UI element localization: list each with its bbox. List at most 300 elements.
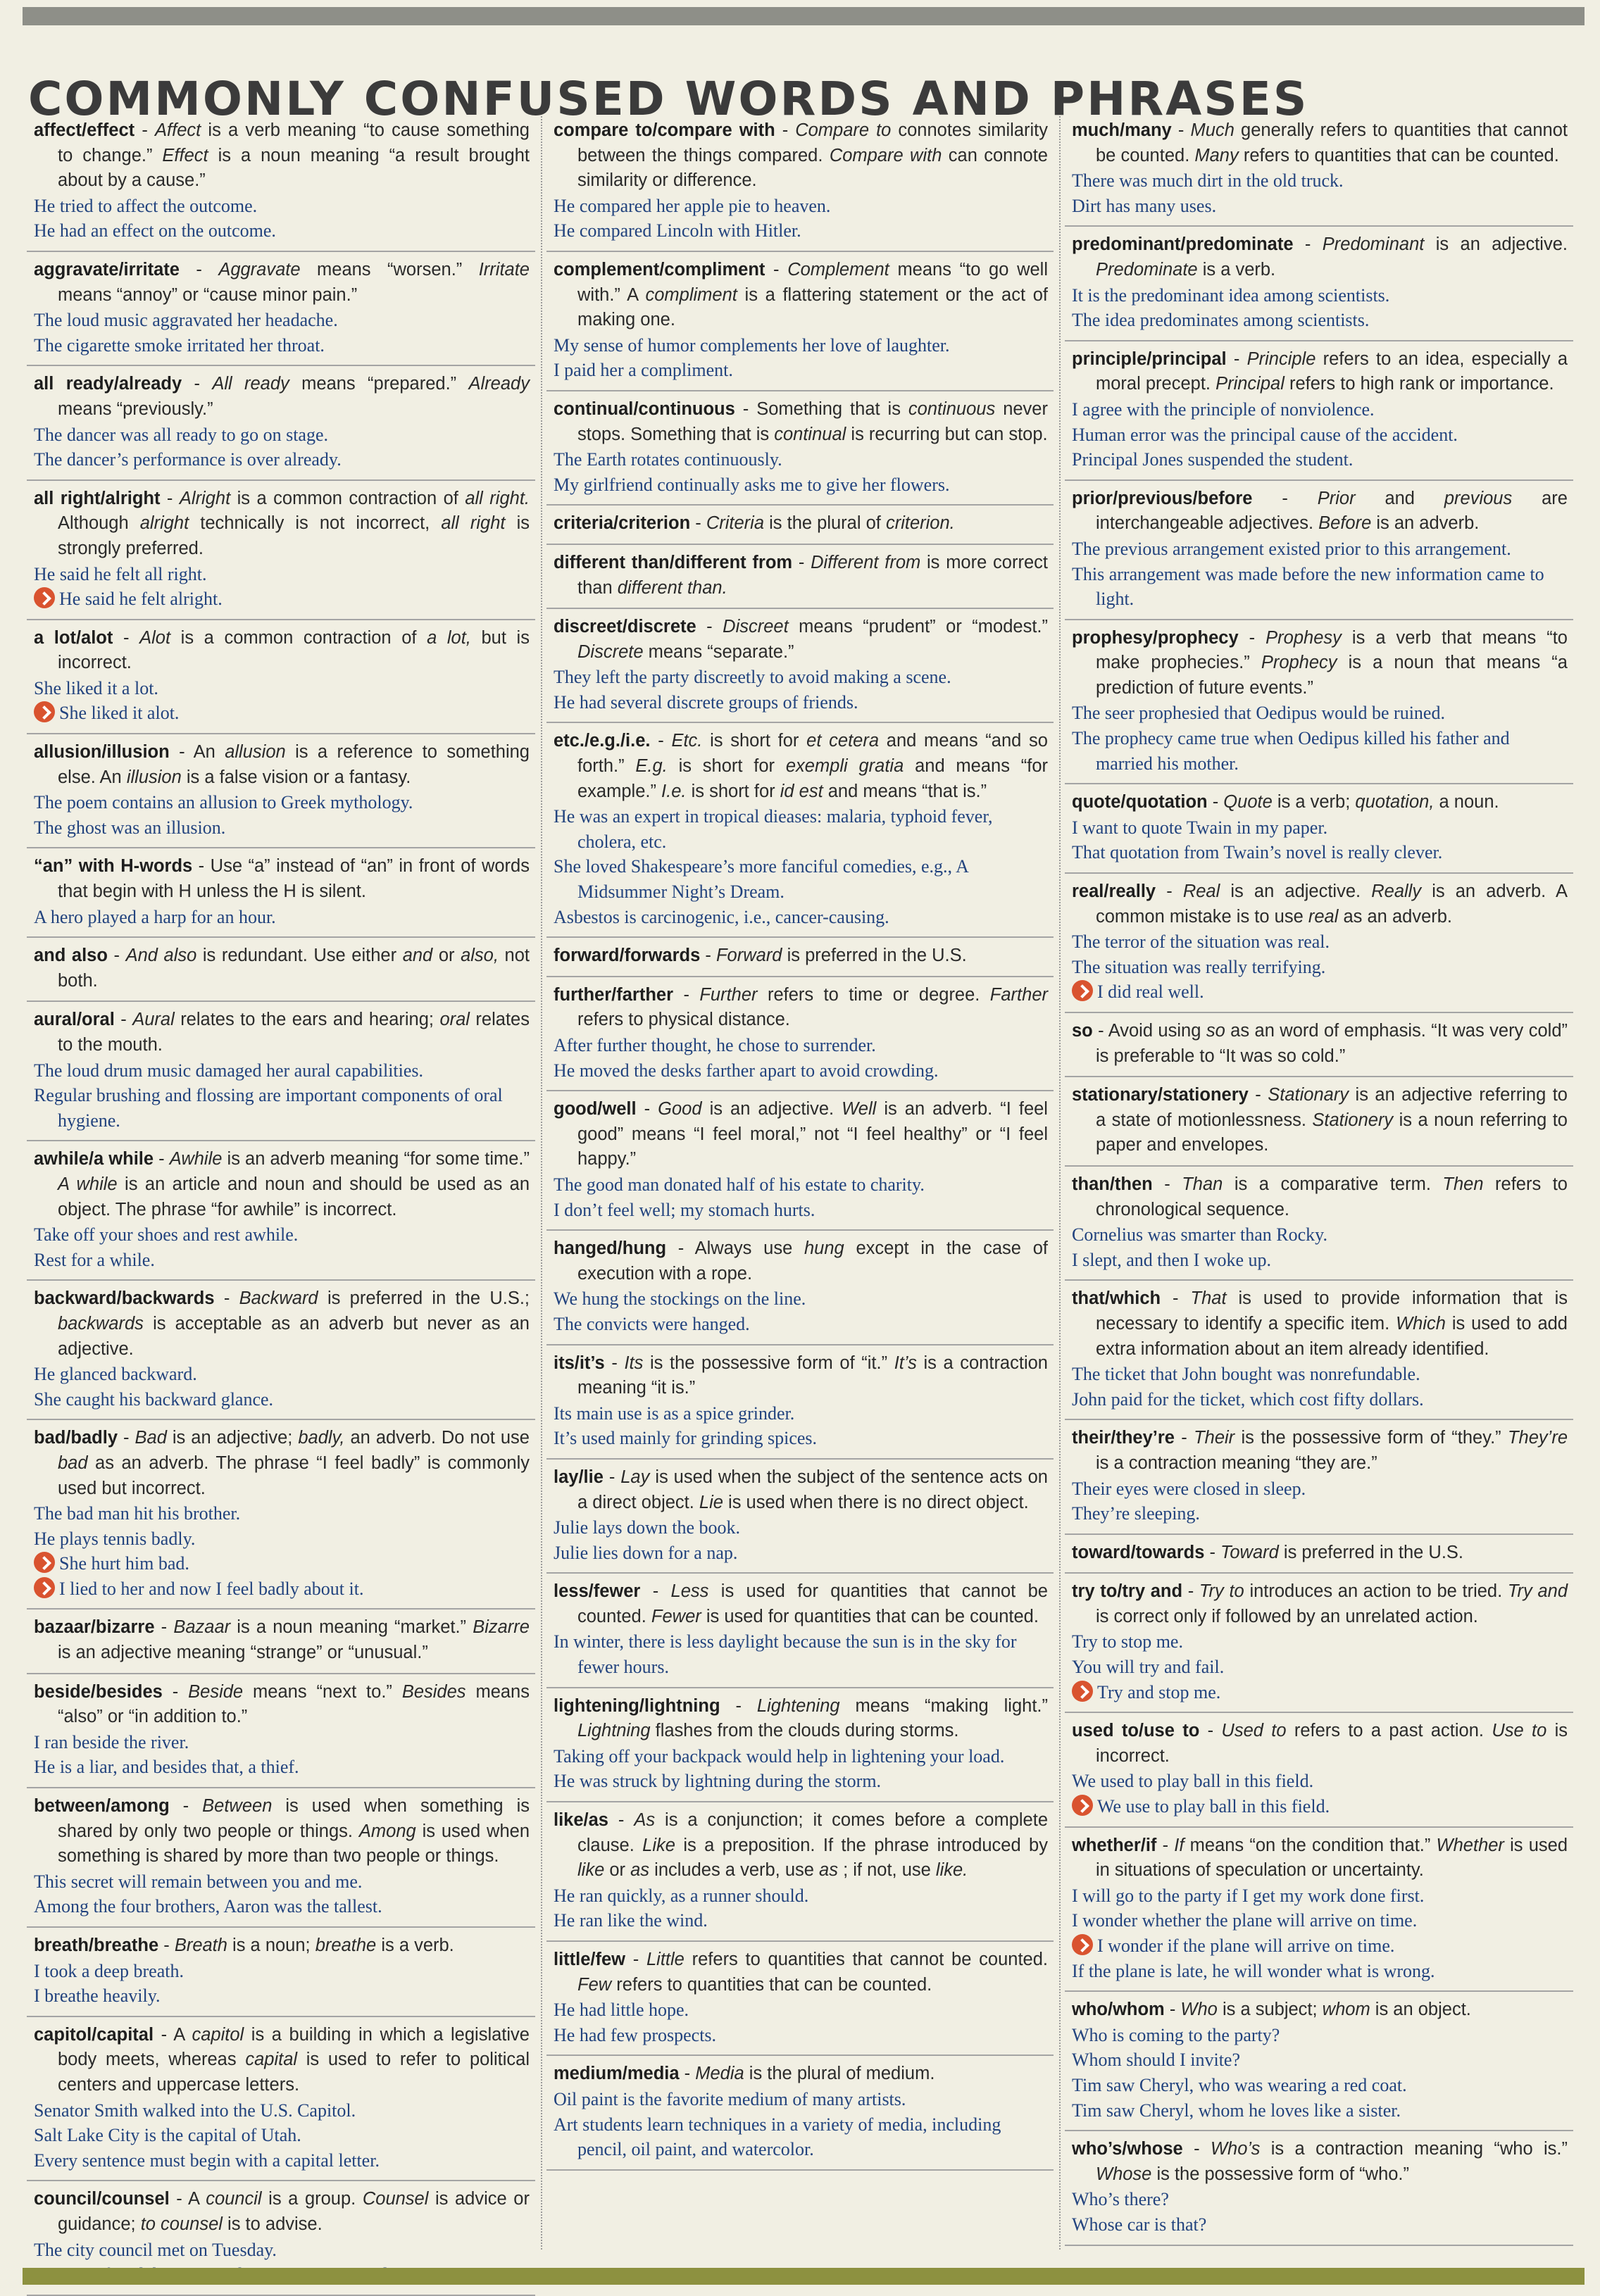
example bbox=[34, 1222, 530, 1248]
definition-text: are interchangeable adjectives. bbox=[1096, 488, 1568, 534]
entry bbox=[27, 113, 535, 252]
example bbox=[554, 447, 1048, 472]
entry bbox=[546, 938, 1054, 977]
entry bbox=[1065, 227, 1573, 341]
definition-emphasis: They’re bbox=[1507, 1428, 1568, 1448]
entry bbox=[1065, 874, 1573, 1013]
definition: complement/compliment - Complement means “to go well with.” A compliment is a flattering statement or the act of making one. bbox=[554, 259, 1048, 330]
example-text: If the plane is late, he will wonder what is wrong. bbox=[1072, 1960, 1435, 1981]
example bbox=[34, 218, 530, 244]
example bbox=[1072, 283, 1568, 308]
definition-emphasis: Principal bbox=[1215, 374, 1285, 394]
definition-emphasis: Try and bbox=[1507, 1581, 1568, 1602]
definition: capitol/capital - A capitol is a building in which a legislative body meets, whereas capital is used to refer to political centers and uppercase letters. bbox=[34, 2024, 530, 2095]
definition: a lot/alot - Alot is a common contraction of a lot, but is incorrect. bbox=[34, 627, 530, 673]
example bbox=[1072, 1476, 1568, 1502]
term: their/they’re bbox=[1072, 1428, 1175, 1448]
example-text: He is a liar, and besides that, a thief. bbox=[34, 1757, 299, 1778]
definition-emphasis: Use to bbox=[1492, 1721, 1547, 1741]
incorrect-example bbox=[34, 1576, 530, 1602]
term: prior/previous/before bbox=[1072, 488, 1253, 508]
example bbox=[554, 905, 1048, 930]
definition-emphasis: Criteria bbox=[706, 513, 765, 534]
definition-emphasis: id est bbox=[780, 781, 823, 801]
definition-emphasis: real bbox=[1308, 906, 1339, 927]
definition-emphasis: badly, bbox=[298, 1428, 345, 1448]
definition-emphasis: Its bbox=[624, 1353, 644, 1373]
example-text: Human error was the principal cause of the accident. bbox=[1072, 424, 1458, 445]
definition-emphasis: Compare to bbox=[795, 120, 892, 140]
definition-text: as an adverb. The phrase “I feel badly” is commonly used but incorrect. bbox=[58, 1453, 530, 1498]
entry bbox=[1065, 784, 1573, 874]
definition-text: not both. bbox=[58, 946, 530, 991]
definition: like/as - As is a conjunction; it comes before a complete clause. Like is a preposition. If the phrase introduced by like or as includes a verb, use as ; if not, use like. bbox=[554, 1810, 1048, 1881]
definition-text: is an adjective. bbox=[1230, 882, 1372, 902]
entry bbox=[546, 2056, 1054, 2170]
definition-text: refers to quantities that can be counted. bbox=[1243, 145, 1559, 165]
definition-text: means “separate.” bbox=[648, 641, 794, 662]
definition-text: is short for bbox=[710, 731, 807, 751]
definition-emphasis: alright bbox=[139, 513, 189, 534]
example-text: He compared her apple pie to heaven. bbox=[554, 195, 831, 216]
term: allusion/illusion bbox=[34, 742, 170, 763]
definition: between/among - Between is used when something is shared by only two people or things. Among is used when something is shared by more than two people or things. bbox=[34, 1796, 530, 1867]
term: breath/breathe bbox=[34, 1936, 159, 1955]
example-text: They left the party discreetly to avoid making a scene. bbox=[554, 667, 951, 688]
entry bbox=[27, 1610, 535, 1674]
example bbox=[554, 1908, 1048, 1933]
definition-emphasis: Prophecy bbox=[1261, 653, 1337, 673]
definition-text: is an object. bbox=[1375, 2000, 1471, 2020]
definition-text: is correct only if followed by an unrelated action. bbox=[1096, 1606, 1478, 1626]
definition-emphasis: Lightening bbox=[756, 1695, 840, 1716]
term: that/which bbox=[1072, 1288, 1161, 1309]
definition-text: an adverb. Do not use bbox=[350, 1428, 530, 1448]
example-text: Whom should I invite? bbox=[1072, 2050, 1241, 2071]
definition-text: means “prudent” or “modest.” bbox=[799, 617, 1048, 637]
incorrect-example bbox=[1072, 1794, 1568, 1819]
example-text: Rest for a while. bbox=[34, 1249, 155, 1270]
example-text: He had an effect on the outcome. bbox=[34, 220, 276, 241]
term: its/it’s bbox=[554, 1353, 605, 1373]
entry bbox=[546, 609, 1054, 723]
example bbox=[34, 1983, 530, 2009]
example bbox=[554, 690, 1048, 715]
entry bbox=[27, 1002, 535, 1141]
definition: quote/quotation - Quote is a verb; quotation, a noun. bbox=[1072, 792, 1499, 813]
definition: forward/forwards - Forward is preferred in the U.S. bbox=[554, 946, 967, 966]
definition: affect/effect - Affect is a verb meaning “to cause something to change.” Effect is a noun meaning “a result brought about by a cause.” bbox=[34, 120, 530, 191]
entry bbox=[546, 977, 1054, 1091]
example bbox=[34, 1730, 530, 1755]
definition-text: is a contraction meaning “they are.” bbox=[1096, 1453, 1377, 1473]
example bbox=[554, 854, 1048, 904]
definition: than/then - Than is a comparative term. Then refers to chronological sequence. bbox=[1072, 1174, 1568, 1219]
definition-emphasis: It’s bbox=[894, 1353, 917, 1373]
example-text: He glanced backward. bbox=[34, 1364, 197, 1385]
definition: all ready/already - All ready means “prepared.” Already means “previously.” bbox=[34, 374, 530, 419]
term: prophesy/prophecy bbox=[1072, 627, 1239, 648]
example bbox=[1072, 194, 1568, 219]
definition-emphasis: to counsel bbox=[140, 2214, 223, 2234]
example bbox=[34, 676, 530, 701]
example-text: Regular brushing and flossing are important components of oral hygiene. bbox=[34, 1085, 503, 1131]
example bbox=[34, 447, 530, 472]
definition-emphasis: all right bbox=[441, 513, 506, 534]
definition-text: is a verb; bbox=[1277, 792, 1356, 813]
example-text: The situation was really terrifying. bbox=[1072, 956, 1326, 977]
definition-emphasis: All ready bbox=[212, 374, 289, 394]
definition-emphasis: Really bbox=[1371, 882, 1422, 902]
term: continual/continuous bbox=[554, 399, 735, 419]
definition-emphasis: Different from bbox=[811, 552, 921, 572]
definition: breath/breathe - Breath is a noun; breathe is a verb. bbox=[34, 1936, 454, 1955]
definition: prophesy/prophecy - Prophesy is a verb that means “to make prophecies.” Prophecy is a noun that means “a prediction of future events.” bbox=[1072, 627, 1568, 698]
example bbox=[554, 1401, 1048, 1426]
example-text: I want to quote Twain in my paper. bbox=[1072, 817, 1328, 838]
definition-text: refers to high rank or importance. bbox=[1289, 374, 1554, 394]
definition-text: is redundant. Use either bbox=[202, 946, 403, 966]
definition-emphasis: Aggravate bbox=[218, 259, 301, 280]
entry bbox=[1065, 1013, 1573, 1077]
definition-emphasis: Quote bbox=[1223, 792, 1273, 813]
definition-text: means “to go well with.” A bbox=[577, 259, 1048, 305]
example-text: He ran like the wind. bbox=[554, 1910, 708, 1931]
wrong-usage-icon bbox=[34, 1552, 55, 1573]
example bbox=[34, 1959, 530, 1984]
term: less/fewer bbox=[554, 1581, 641, 1602]
definition-emphasis: Farther bbox=[989, 984, 1048, 1005]
definition-text: Something that is bbox=[756, 399, 908, 419]
example bbox=[34, 2148, 530, 2173]
example bbox=[1072, 2212, 1568, 2238]
definition-emphasis: Discrete bbox=[577, 641, 644, 662]
example-text: The terror of the situation was real. bbox=[1072, 931, 1330, 953]
definition-text: refers to quantities that can be counted. bbox=[616, 1974, 932, 1995]
term: stationary/stationery bbox=[1072, 1085, 1249, 1105]
definition: who’s/whose - Who’s is a contraction meaning “who is.” Whose is the possessive form of “who.” bbox=[1072, 2139, 1568, 2184]
example bbox=[34, 815, 530, 841]
entry bbox=[27, 1420, 535, 1610]
definition-text: is an adjective referring to a state of motionlessness. bbox=[1096, 1085, 1568, 1130]
entry bbox=[1065, 1828, 1573, 1993]
entry bbox=[1065, 1574, 1573, 1713]
definition-emphasis: Lay bbox=[620, 1467, 650, 1487]
example bbox=[554, 804, 1048, 854]
example-text: Take off your shoes and rest awhile. bbox=[34, 1224, 299, 1246]
definition-text: is an adverb. “I feel good” means “I feel moral,” not “I feel healthy” or “I feel happy.” bbox=[577, 1099, 1048, 1169]
example-text: Dirt has many uses. bbox=[1072, 195, 1217, 216]
entry bbox=[27, 1674, 535, 1788]
definition: toward/towards - Toward is preferred in the U.S. bbox=[1072, 1542, 1464, 1562]
definition-emphasis: Stationary bbox=[1268, 1085, 1349, 1105]
entry bbox=[1065, 1992, 1573, 2131]
definition-emphasis: Used to bbox=[1221, 1721, 1287, 1741]
definition: lightening/lightning - Lightening means “making light.” Lightning flashes from the clouds during storms. bbox=[554, 1695, 1048, 1741]
entry bbox=[27, 1788, 535, 1928]
definition-emphasis: Compare with bbox=[829, 145, 942, 165]
entry bbox=[1065, 620, 1573, 785]
definition-emphasis: capitol bbox=[192, 2024, 244, 2045]
example-text: John paid for the ticket, which cost fifty dollars. bbox=[1072, 1388, 1424, 1410]
example-text: She liked it a lot. bbox=[34, 677, 158, 698]
definition: aggravate/irritate - Aggravate means “worsen.” Irritate means “annoy” or “cause minor pain.” bbox=[34, 259, 530, 305]
example-text: This secret will remain between you and me. bbox=[34, 1871, 363, 1892]
example-text: He was struck by lightning during the storm. bbox=[554, 1771, 882, 1792]
definition: different than/different from - Different from is more correct than different than. bbox=[554, 552, 1048, 598]
example-text: I took a deep breath. bbox=[34, 1960, 184, 1981]
definition: etc./e.g./i.e. - Etc. is short for et cetera and means “and so forth.” E.g. is short for exempli gratia and means “for example.” I.e. is short for id est and means “that is.” bbox=[554, 731, 1048, 801]
definition: council/counsel - A council is a group. Counsel is advice or guidance; to counsel is to advise. bbox=[34, 2189, 530, 2234]
example-text: She hurt him bad. bbox=[59, 1553, 189, 1574]
example-text: I did real well. bbox=[1097, 981, 1204, 1003]
example bbox=[1072, 1883, 1568, 1909]
example bbox=[554, 1033, 1048, 1058]
definition-text: is used in situations of speculation or uncertainty. bbox=[1096, 1835, 1568, 1881]
example-text: He moved the desks farther apart to avoid crowding. bbox=[554, 1060, 939, 1081]
definition: all right/alright - Alright is a common contraction of all right. Although alright technically is not incorrect, all right is strongly preferred. bbox=[34, 488, 530, 558]
definition: backward/backwards - Backward is preferred in the U.S.; backwards is acceptable as an adverb but never as an adjective. bbox=[34, 1288, 530, 1359]
entry bbox=[1065, 113, 1573, 227]
definition-text: is incorrect. bbox=[1096, 1721, 1568, 1766]
definition-emphasis: Discreet bbox=[723, 617, 789, 637]
example-text: Oil paint is the favorite medium of many artists. bbox=[554, 2088, 906, 2109]
example-text: I paid her a compliment. bbox=[554, 360, 733, 381]
term: aggravate/irritate bbox=[34, 259, 180, 280]
term: complement/compliment bbox=[554, 259, 765, 280]
definition-text: is used to refer to political centers and uppercase letters. bbox=[58, 2050, 530, 2095]
definition-text: is the plural of medium. bbox=[749, 2064, 935, 2084]
example-text: I lied to her and now I feel badly about it. bbox=[59, 1578, 364, 1599]
example-text: He had several discrete groups of friends. bbox=[554, 691, 858, 713]
example-text: Every sentence must begin with a capital letter. bbox=[34, 2150, 380, 2171]
term: affect/effect bbox=[34, 120, 135, 140]
definition-emphasis: hung bbox=[804, 1238, 844, 1259]
top-accent-bar bbox=[23, 7, 1585, 25]
definition-text: means “on the condition that.” bbox=[1189, 1835, 1437, 1855]
example bbox=[1072, 726, 1568, 776]
example bbox=[1072, 397, 1568, 422]
definition-text: relates to the ears and hearing; bbox=[180, 1010, 440, 1030]
definition: bazaar/bizarre - Bazaar is a noun meaning “market.” Bizarre is an adjective meaning “strange” or “unusual.” bbox=[34, 1617, 530, 1663]
definition-emphasis: Etc. bbox=[671, 731, 703, 751]
example-text: Cornelius was smarter than Rocky. bbox=[1072, 1224, 1327, 1246]
definition-text: is preferred in the U.S. bbox=[1283, 1542, 1464, 1562]
definition-emphasis: Good bbox=[658, 1099, 702, 1119]
definition-emphasis: as bbox=[819, 1860, 838, 1881]
definition-text: is a noun referring to paper and envelopes. bbox=[1096, 1110, 1568, 1155]
example bbox=[34, 1894, 530, 1919]
example-text: The Earth rotates continuously. bbox=[554, 449, 782, 470]
example-text: They’re sleeping. bbox=[1072, 1503, 1200, 1524]
definition-text: can connote similarity or difference. bbox=[577, 145, 1048, 191]
definition-text: means “annoy” or “cause minor pain.” bbox=[58, 284, 358, 305]
wrong-usage-icon bbox=[34, 701, 55, 722]
example bbox=[1072, 1908, 1568, 1933]
term: criteria/criterion bbox=[554, 513, 691, 534]
example-text: You will try and fail. bbox=[1072, 1657, 1225, 1678]
definition-emphasis: Before bbox=[1318, 513, 1372, 534]
term: all ready/already bbox=[34, 374, 182, 394]
entry bbox=[546, 391, 1054, 506]
definition-emphasis: Bad bbox=[135, 1428, 167, 1448]
example-text: Senator Smith walked into the U.S. Capitol. bbox=[34, 2100, 356, 2121]
term: real/really bbox=[1072, 882, 1156, 902]
definition-emphasis: Already bbox=[468, 374, 530, 394]
definition-emphasis: a lot, bbox=[427, 627, 471, 648]
definition: prior/previous/before - Prior and previous are interchangeable adjectives. Before is an adverb. bbox=[1072, 488, 1568, 534]
definition-text: is a conjunction; it comes before a complete clause. bbox=[577, 1810, 1048, 1855]
definition-emphasis: Then bbox=[1442, 1174, 1484, 1194]
entry bbox=[27, 1928, 535, 2017]
example-text: I don’t feel well; my stomach hurts. bbox=[554, 1199, 815, 1220]
example-text: I agree with the principle of nonviolence. bbox=[1072, 399, 1375, 420]
example bbox=[554, 1286, 1048, 1312]
definition-emphasis: backwards bbox=[58, 1313, 144, 1334]
entry bbox=[546, 1345, 1054, 1460]
definition: further/farther - Further refers to time or degree. Farther refers to physical distance. bbox=[554, 984, 1048, 1030]
definition-text: refers to chronological sequence. bbox=[1096, 1174, 1568, 1219]
example-text: Who’s there? bbox=[1072, 2189, 1169, 2210]
definition-text: a noun. bbox=[1439, 792, 1499, 813]
definition-text: is an adjective. bbox=[709, 1099, 842, 1119]
definition-emphasis: Principle bbox=[1246, 349, 1316, 369]
entry bbox=[546, 1574, 1054, 1688]
definition-text: is a verb meaning “to cause something to change.” bbox=[58, 120, 530, 165]
definition-text: is a noun meaning “market.” bbox=[237, 1617, 473, 1638]
definition: whether/if - If means “on the condition that.” Whether is used in situations of speculation or uncertainty. bbox=[1072, 1835, 1568, 1881]
definition-text: is an adverb meaning “for some time.” bbox=[227, 1149, 530, 1169]
definition: allusion/illusion - An allusion is a reference to something else. An illusion is a false vision or a fantasy. bbox=[34, 742, 530, 787]
definition-text: is preferred in the U.S. bbox=[787, 946, 967, 966]
definition-text: refers to quantities that cannot be counted. bbox=[692, 1950, 1048, 1969]
entry bbox=[1065, 1077, 1573, 1167]
definition-text: is more correct than bbox=[577, 552, 1048, 598]
definition-text: is a contraction meaning “it is.” bbox=[577, 1353, 1048, 1398]
definition-emphasis: Fewer bbox=[651, 1606, 701, 1626]
definition-emphasis: Forward bbox=[715, 946, 782, 966]
definition: continual/continuous - Something that is continuous never stops. Something that is continual is recurring but can stop. bbox=[554, 399, 1048, 444]
example-text: He compared Lincoln with Hitler. bbox=[554, 220, 801, 241]
definition-text: is the possessive form of “it.” bbox=[649, 1353, 894, 1373]
term: and also bbox=[34, 946, 108, 966]
definition: good/well - Good is an adjective. Well is an adverb. “I feel good” means “I feel moral,” not “I feel healthy” or “I feel happy.” bbox=[554, 1099, 1048, 1169]
example-text: That quotation from Twain’s novel is really clever. bbox=[1072, 842, 1443, 863]
definition-emphasis: as bbox=[630, 1860, 650, 1881]
entry bbox=[546, 252, 1054, 391]
example bbox=[1072, 1222, 1568, 1248]
definition-text: or bbox=[609, 1860, 631, 1881]
definition-text: refers to time or degree. bbox=[767, 984, 990, 1005]
definition-emphasis: like. bbox=[935, 1860, 968, 1881]
example bbox=[554, 358, 1048, 383]
definition: lay/lie - Lay is used when the subject of the sentence acts on a direct object. Lie is used when there is no direct object. bbox=[554, 1467, 1048, 1512]
entry bbox=[1065, 1281, 1573, 1420]
example bbox=[34, 1526, 530, 1552]
example-text: The loud music aggravated her headache. bbox=[34, 310, 338, 331]
definition-text: is used when the subject of the sentence acts on a direct object. bbox=[577, 1467, 1048, 1512]
definition-text: is a verb that means “to make prophecies.” bbox=[1096, 627, 1568, 673]
definition-emphasis: illusion bbox=[126, 767, 182, 787]
example-text: He had few prospects. bbox=[554, 2024, 717, 2045]
definition-emphasis: Complement bbox=[787, 259, 889, 280]
definition-text: includes a verb, use bbox=[654, 1860, 820, 1881]
definition-text: as an adverb. bbox=[1343, 906, 1453, 927]
definition-emphasis: E.g. bbox=[635, 756, 668, 777]
example-text: We hung the stockings on the line. bbox=[554, 1288, 806, 1310]
definition: principle/principal - Principle refers to an idea, especially a moral precept. Principal refers to high rank or importance. bbox=[1072, 349, 1568, 394]
example bbox=[554, 1515, 1048, 1541]
definition-text: is the possessive form of “who.” bbox=[1156, 2164, 1410, 2184]
example-text: The previous arrangement existed prior to this arrangement. bbox=[1072, 538, 1511, 559]
term: so bbox=[1072, 1021, 1093, 1041]
entry bbox=[546, 506, 1054, 545]
definition-emphasis: Between bbox=[202, 1796, 273, 1817]
term: backward/backwards bbox=[34, 1288, 215, 1309]
definition-text: is a comparative term. bbox=[1234, 1174, 1443, 1194]
definition: “an” with H-words - Use “a” instead of “an” in front of words that begin with H unless the H is silent. bbox=[34, 856, 530, 902]
definition-emphasis: Try to bbox=[1199, 1581, 1244, 1602]
entry bbox=[27, 1141, 535, 1281]
example-text: We used to play ball in this field. bbox=[1072, 1771, 1314, 1792]
term: much/many bbox=[1072, 120, 1172, 140]
example bbox=[554, 1198, 1048, 1223]
example bbox=[1072, 840, 1568, 865]
definition-text: An bbox=[193, 742, 225, 763]
definition-text: Avoid using bbox=[1108, 1021, 1206, 1041]
definition-text: is an adverb. A common mistake is to use bbox=[1096, 882, 1568, 927]
example-text: She caught his backward glance. bbox=[34, 1388, 274, 1410]
definition-text: is a group. bbox=[268, 2189, 363, 2209]
example bbox=[1072, 2073, 1568, 2098]
definition-emphasis: Many bbox=[1194, 145, 1239, 165]
example-text: The convicts were hanged. bbox=[554, 1313, 750, 1334]
definition-text: refers to an idea, especially a moral precept. bbox=[1096, 349, 1568, 394]
entry bbox=[1065, 1167, 1573, 1281]
definition-text: A bbox=[187, 2189, 206, 2209]
term: toward/towards bbox=[1072, 1542, 1205, 1562]
definition: predominant/predominate - Predominant is an adjective. Predominate is a verb. bbox=[1072, 234, 1568, 280]
definition-text: and means “that is.” bbox=[827, 781, 987, 801]
definition-text: is a noun meaning “a result brought about by a cause.” bbox=[58, 145, 530, 191]
definition-text: Always use bbox=[694, 1238, 804, 1259]
definition-text: means “also” or “in addition to.” bbox=[58, 1681, 530, 1727]
definition-text: is a false vision or a fantasy. bbox=[186, 767, 411, 787]
example bbox=[34, 2123, 530, 2148]
definition-text: means “making light.” bbox=[855, 1695, 1048, 1716]
definition: beside/besides - Beside means “next to.” Besides means “also” or “in addition to.” bbox=[34, 1681, 530, 1727]
definition-emphasis: I.e. bbox=[661, 781, 687, 801]
definition-emphasis: so bbox=[1206, 1021, 1225, 1041]
example-text: I will go to the party if I get my work done first. bbox=[1072, 1885, 1425, 1906]
definition-text: and means “for example.” bbox=[577, 756, 1048, 801]
definition-emphasis: Predominate bbox=[1096, 259, 1198, 280]
entry bbox=[546, 545, 1054, 609]
term: further/farther bbox=[554, 984, 674, 1005]
example bbox=[34, 1083, 530, 1133]
entry bbox=[27, 481, 535, 620]
definition: criteria/criterion - Criteria is the plural of criterion. bbox=[554, 513, 955, 534]
definition: much/many - Much generally refers to quantities that cannot be counted. Many refers to quantities that can be counted. bbox=[1072, 120, 1568, 165]
example bbox=[1072, 701, 1568, 726]
wrong-usage-icon bbox=[1072, 1681, 1093, 1702]
example-text: The ghost was an illusion. bbox=[34, 817, 226, 838]
definition: that/which - That is used to provide information that is necessary to identify a specific item. Which is used to add extra information about an item already identified. bbox=[1072, 1288, 1568, 1359]
definition-emphasis: Whether bbox=[1436, 1835, 1504, 1855]
definition-emphasis: Among bbox=[358, 1821, 416, 1841]
definition-emphasis: Well bbox=[842, 1099, 877, 1119]
example bbox=[34, 308, 530, 333]
